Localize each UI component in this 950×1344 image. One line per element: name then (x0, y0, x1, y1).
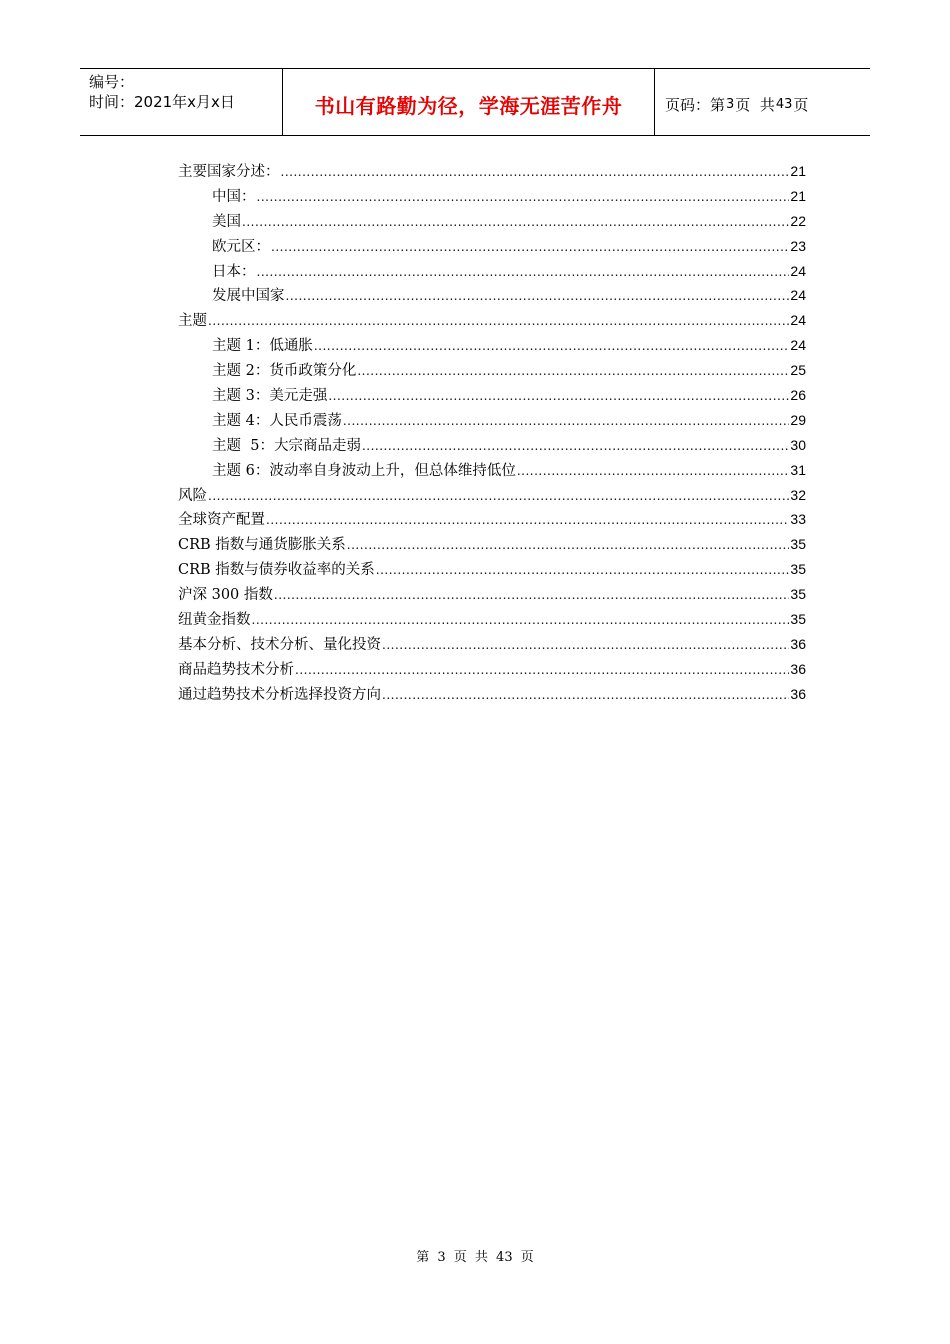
header-page-cell (655, 69, 870, 135)
toc-entry-title: 美国 (212, 213, 241, 230)
toc-entry-page: 36 (790, 685, 806, 702)
toc-entry[interactable] (178, 384, 806, 409)
toc-entry-title: 沪深 300 指数 (178, 587, 273, 604)
toc-entry-title: 主题 4：人民币震荡 (212, 412, 342, 429)
table-of-contents (178, 160, 806, 708)
toc-entry-page: 36 (790, 660, 806, 677)
toc-entry-page: 23 (790, 237, 806, 254)
motto-text: 书山有路勤为径，学海无涯苦作舟 (314, 93, 623, 118)
toc-entry[interactable] (178, 309, 806, 334)
toc-dot-leader (517, 464, 790, 478)
toc-entry-page: 30 (790, 436, 806, 453)
toc-entry-title: 主题 (178, 313, 207, 330)
toc-entry-title: 纽黄金指数 (178, 612, 251, 629)
toc-dot-leader (286, 289, 790, 303)
toc-entry[interactable] (178, 359, 806, 384)
toc-dot-leader (274, 588, 790, 602)
toc-entry-page: 35 (790, 586, 806, 603)
toc-dot-leader (382, 638, 789, 652)
toc-entry-page: 33 (790, 511, 806, 528)
toc-dot-leader (376, 563, 790, 577)
toc-entry-page: 26 (790, 387, 806, 404)
toc-entry-title: 中国： (212, 188, 256, 205)
page-header (80, 68, 870, 136)
toc-entry-page: 35 (790, 611, 806, 628)
toc-entry-title: 主题 3：美元走强 (212, 388, 328, 405)
toc-dot-leader (257, 265, 790, 279)
toc-entry-title: 日本： (212, 263, 256, 280)
toc-dot-leader (314, 339, 790, 353)
toc-entry-title: 发展中国家 (212, 288, 285, 305)
toc-entry-page: 36 (790, 635, 806, 652)
toc-entry-page: 21 (790, 187, 806, 204)
toc-entry[interactable] (178, 558, 806, 583)
toc-entry[interactable] (178, 284, 806, 309)
page-suffix: 页 (793, 95, 809, 114)
toc-entry-title: 主题 2：货币政策分化 (212, 363, 357, 380)
toc-entry-title: 主题 1：低通胀 (212, 338, 313, 355)
header-info-cell (80, 69, 282, 135)
toc-dot-leader (271, 240, 789, 254)
toc-dot-leader (257, 190, 790, 204)
toc-entry[interactable] (178, 210, 806, 235)
toc-entry[interactable] (178, 260, 806, 285)
toc-dot-leader (252, 613, 790, 627)
toc-entry[interactable] (178, 583, 806, 608)
toc-entry-page: 21 (790, 163, 806, 179)
toc-entry-page: 24 (790, 337, 806, 354)
toc-dot-leader (208, 489, 789, 503)
toc-dot-leader (266, 513, 789, 527)
toc-dot-leader (208, 314, 789, 328)
toc-dot-leader (281, 165, 790, 179)
toc-entry[interactable] (178, 508, 806, 533)
toc-dot-leader (295, 663, 789, 677)
page-total: 43 (775, 96, 793, 112)
toc-entry[interactable] (178, 409, 806, 434)
toc-entry-title: 主题 5：大宗商品走弱 (212, 437, 361, 454)
toc-dot-leader (347, 538, 790, 552)
serial-label: 编号： (89, 73, 135, 91)
toc-entry[interactable] (178, 484, 806, 509)
toc-entry[interactable] (178, 160, 806, 185)
toc-entry-page: 24 (790, 262, 806, 279)
toc-entry[interactable] (178, 459, 806, 484)
page-prefix: 页码：第 (665, 95, 726, 114)
toc-dot-leader (242, 215, 789, 229)
toc-entry-page: 25 (790, 362, 806, 379)
toc-entry-title: 主要国家分述： (178, 164, 280, 180)
toc-entry-page: 35 (790, 536, 806, 553)
toc-dot-leader (343, 414, 790, 428)
toc-dot-leader (382, 688, 789, 702)
toc-dot-leader (328, 389, 789, 403)
toc-entry-title: 通过趋势技术分析选择投资方向 (178, 686, 381, 703)
toc-entry-page: 29 (790, 411, 806, 428)
toc-entry-page: 24 (790, 287, 806, 304)
toc-entry-page: 22 (790, 212, 806, 229)
toc-entry-page: 31 (790, 461, 806, 478)
toc-entry-title: 欧元区： (212, 238, 270, 255)
toc-entry-title: CRB 指数与债券收益率的关系 (178, 562, 375, 579)
toc-entry[interactable] (178, 608, 806, 633)
toc-entry[interactable] (178, 185, 806, 210)
toc-entry[interactable] (178, 683, 806, 708)
header-motto-cell (282, 69, 655, 135)
page-current: 3 (726, 96, 735, 112)
toc-entry[interactable] (178, 633, 806, 658)
toc-entry-title: 风险 (178, 487, 207, 504)
toc-entry[interactable] (178, 235, 806, 260)
page-mid: 页 共 (735, 95, 775, 114)
toc-entry-title: 全球资产配置 (178, 512, 265, 529)
toc-entry[interactable] (178, 658, 806, 683)
toc-entry-page: 35 (790, 561, 806, 578)
toc-entry-page: 32 (790, 486, 806, 503)
toc-entry-title: 主题 6：波动率自身波动上升，但总体维持低位 (212, 462, 516, 479)
toc-entry-title: 商品趋势技术分析 (178, 661, 294, 678)
toc-entry[interactable] (178, 533, 806, 558)
toc-entry[interactable] (178, 434, 806, 459)
toc-entry[interactable] (178, 334, 806, 359)
page-footer: 第 3 页 共 43 页 (416, 1250, 534, 1265)
toc-entry-page: 24 (790, 312, 806, 329)
toc-entry-title: CRB 指数与通货膨胀关系 (178, 537, 346, 554)
toc-dot-leader (362, 439, 789, 453)
toc-dot-leader (357, 364, 789, 378)
time-label: 时间：2021年x月x日 (89, 93, 235, 111)
toc-entry-title: 基本分析、技术分析、量化投资 (178, 636, 381, 653)
